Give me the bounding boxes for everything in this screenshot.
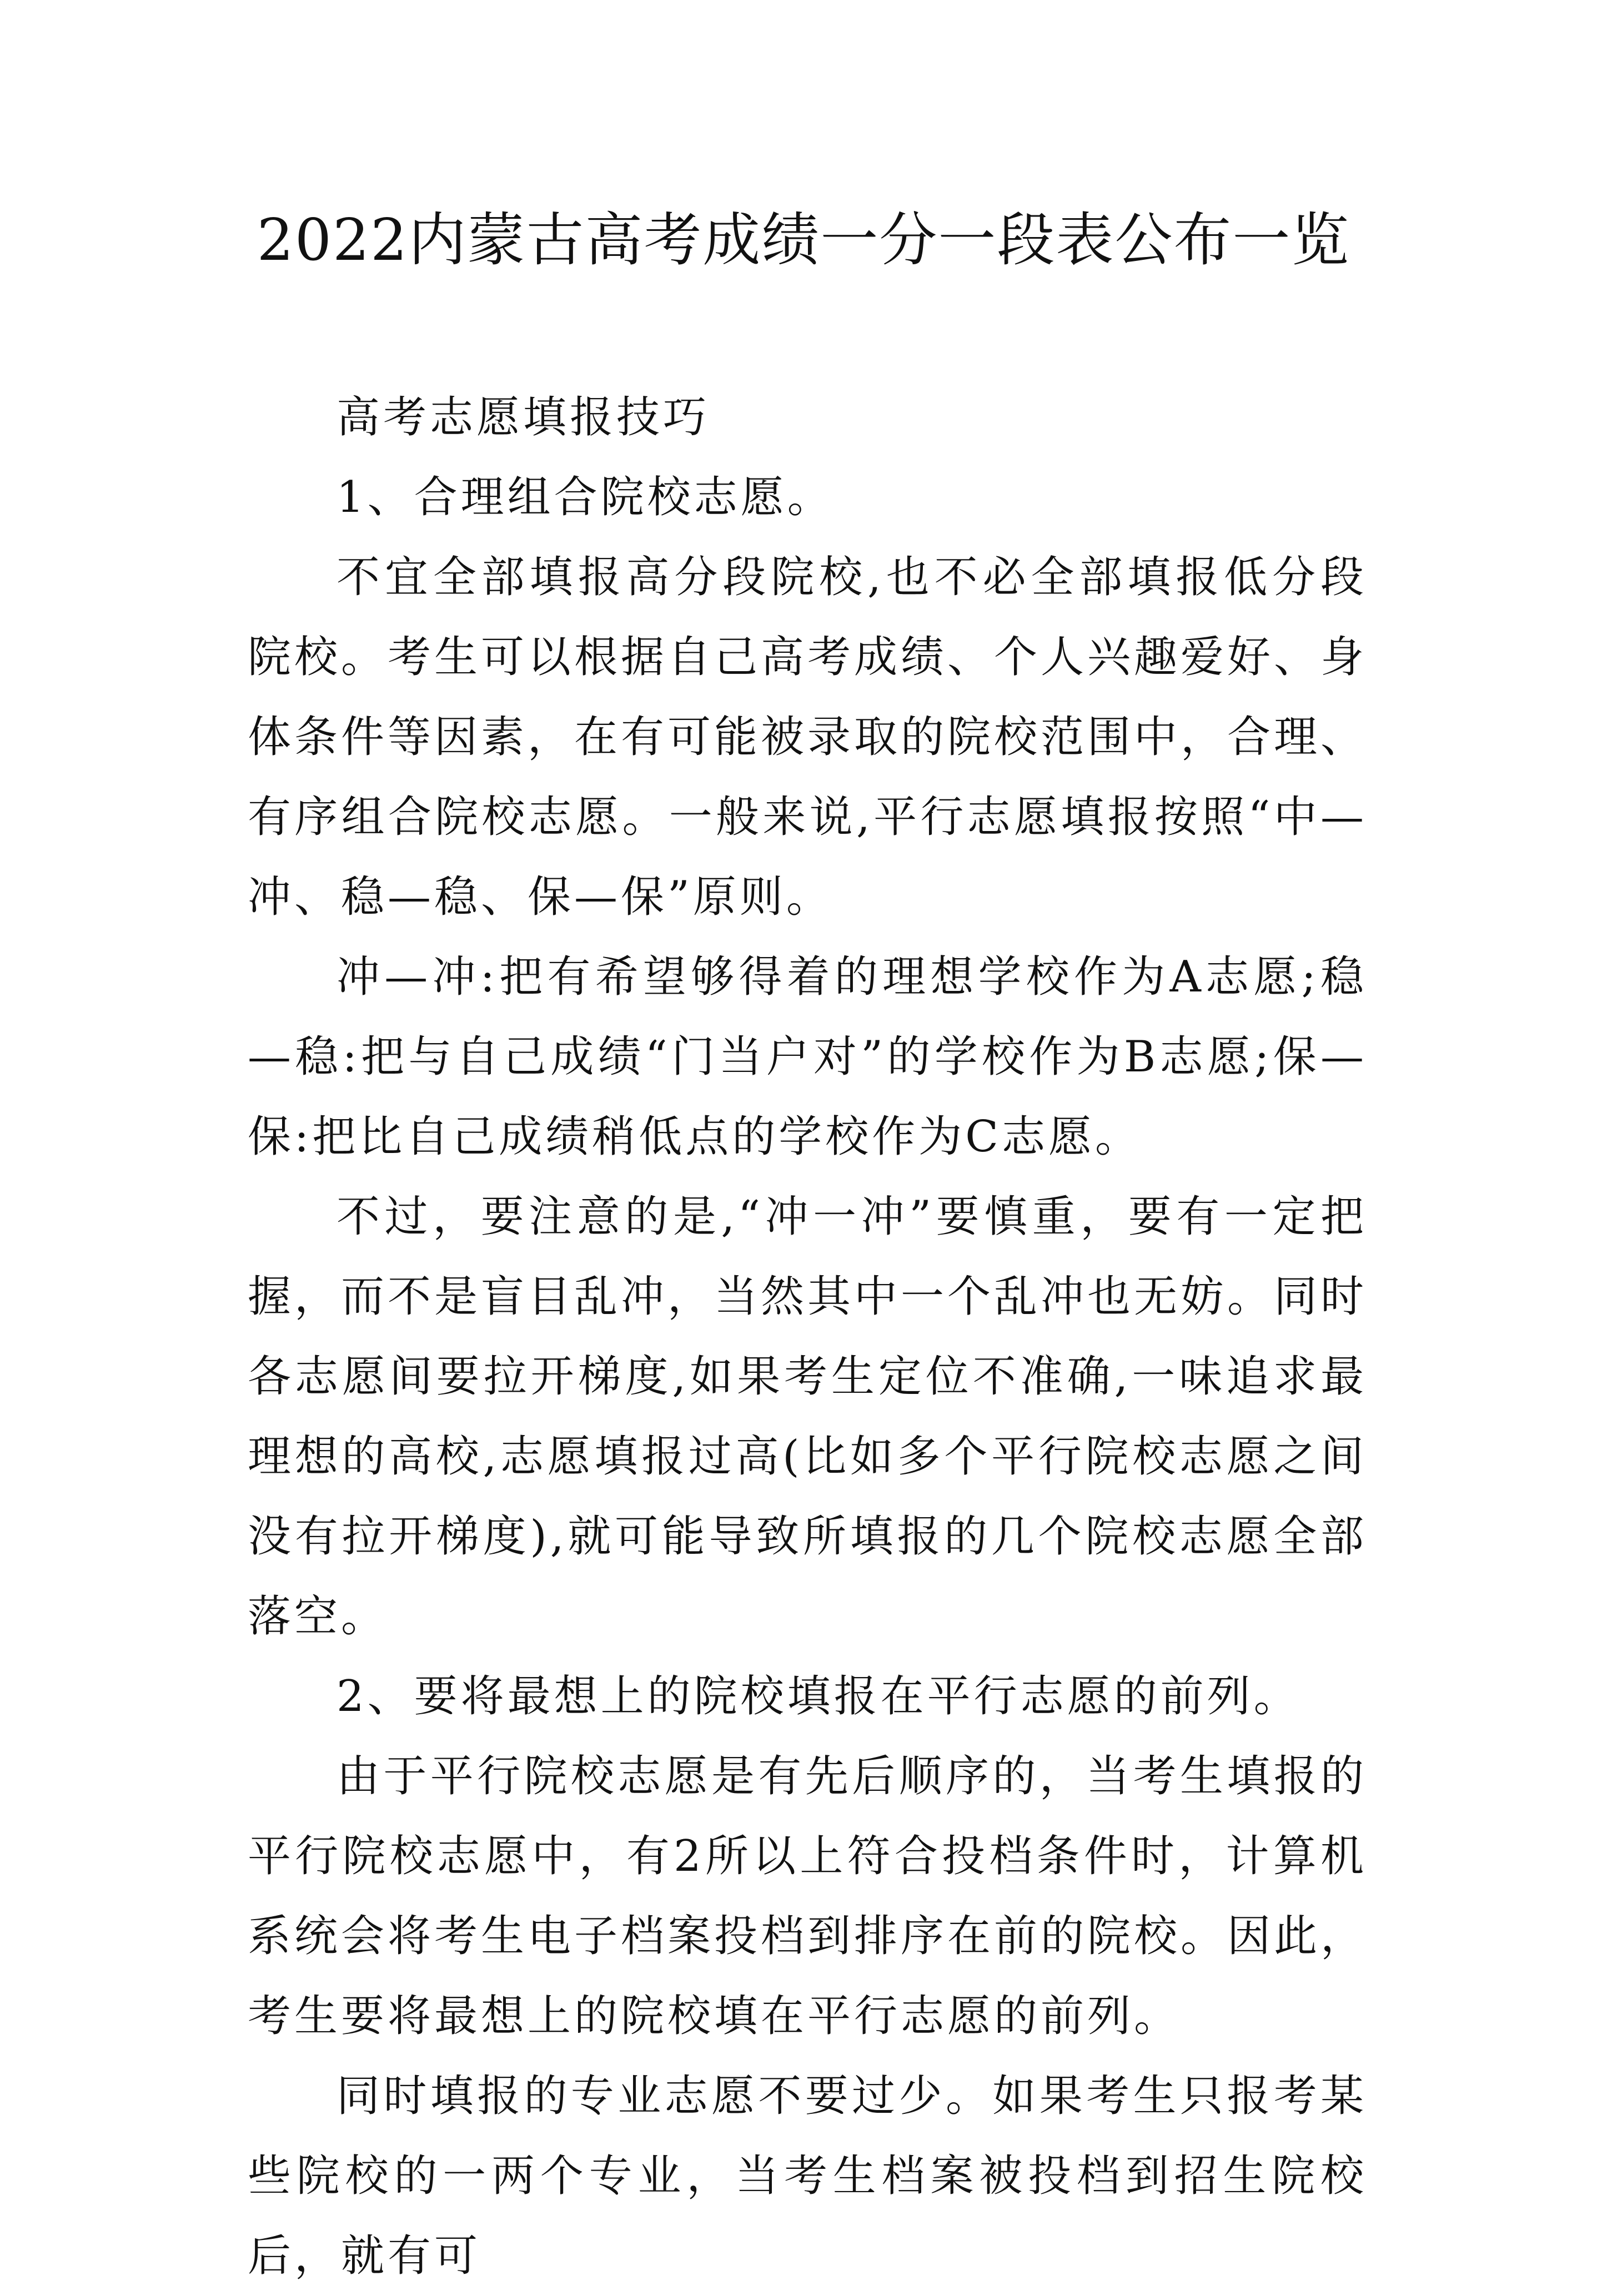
paragraph-tip-2-heading: 2、要将最想上的院校填报在平行志愿的前列。 <box>337 1671 1300 1721</box>
paragraph-tip-1-body: 不宜全部填报高分段院校,也不必全部填报低分段院校。考生可以根据自己高考成绩、个人兴趣爱好、身体条件等因素，在有可能被录取的院校范围中，合理、有序组合院校志愿。一般来说,平行志愿填报按照“中—冲、稳—稳、保—保”原则。 <box>248 552 1368 922</box>
document-title: 2022内蒙古高考成绩一分一段表公布一览 <box>257 206 1350 274</box>
paragraph-tip-2-major: 同时填报的专业志愿不要过少。如果考生只报考某些院校的一两个专业，当考生档案被投档到招生院校后，就有可 <box>248 2071 1367 2281</box>
paragraph-tip-1-heading: 1、合理组合院校志愿。 <box>337 472 834 522</box>
paragraph-tip-1-strategy: 冲—冲:把有希望够得着的理想学校作为A志愿;稳—稳:把与自己成绩“门当户对”的学校作为B志愿;保—保:把比自己成绩稍低点的学校作为C志愿。 <box>248 952 1367 1162</box>
paragraph-tip-1-caution: 不过，要注意的是,“冲一冲”要慎重，要有一定把握，而不是盲目乱冲，当然其中一个乱冲也无妨。同时各志愿间要拉开梯度,如果考生定位不准确,一味追求最理想的高校,志愿填报过高(比如多个平行院校志愿之间没有拉开梯度),就可能导致所填报的几个院校志愿全部落空。 <box>248 1192 1368 1642</box>
paragraph-section-heading: 高考志愿填报技巧 <box>337 392 710 442</box>
document-body <box>248 377 1367 2296</box>
paragraph-tip-2-body: 由于平行院校志愿是有先后顺序的，当考生填报的平行院校志愿中，有2所以上符合投档条件时，计算机系统会将考生电子档案投档到排序在前的院校。因此，考生要将最想上的院校填在平行志愿的前列。 <box>248 1751 1368 2041</box>
